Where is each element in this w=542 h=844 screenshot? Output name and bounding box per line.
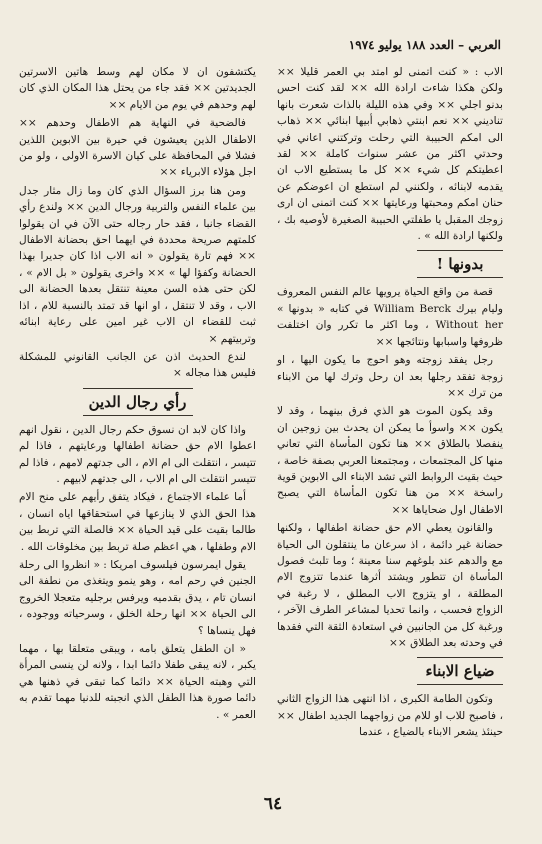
body-paragraph: رجل يفقد زوجته وهو احوج ما يكون اليها ، او زوجة تفقد رجلها بعد ان رحل وترك لها من الابناء من ترك ×× [277, 354, 503, 399]
body-paragraph: وقد يكون الموت هو الذي فرق بينهما ، وقد لا يكون ×× واسوأ ما يمكن ان يحدث بين زوجين ان ينفصلا بالطلاق ×× هنا تكون المأساة التي تعاني منها كل المجتمعات ، ومجتمعنا العربي بصفة خاصة ، حيث بقيت الروابط التي تشد الابناء الى الابوين قوية راسخة ×× من هنا تكون المأساة التي يصبح الاطفال اول ضحاياها ×× [277, 405, 503, 516]
section-heading-children-loss: ضياع الابناء [417, 657, 503, 685]
body-paragraph: يقول ايمرسون فيلسوف امريكا : « انظروا الى رحلة الجنين في رحم امه ، وهو ينمو ويتغذى من نطفة الى انسان تام ، يدق بقدميه ويرفس برجليه متعجلا الخروج الى الحياة ×× انها رحلة الخلق ، وسرحياته ووجوده ، فهل ينساها ؟ [19, 558, 256, 637]
opening-paragraph: الاب : « كنت اتمنى لو امتد بي العمر قليلا ×× ولكن هكذا شاءت ارادة الله ×× لقد كنت احس بدنو اجلي ×× وفي هذه الليلة بالذات شعرت بانها تناديني ×× نعم ابنتي ذهابي أبيها ابنائي ×× ذهاب الى امكم الحبيبة التي رحلت وتركتني اعاني في وحدتي اكثر من عشر سنوات كاملة ×× لقد اعطيتكم كل شيء ×× كل ما يستطيع الاب ان يقدمه لابنائه ، ولكنني لم استطع ان اعوضكم عن حنان امكم ومحبتها ورعايتها ×× كنت اتمنى ان ارى زوجك المقبل يا طفلتي الحبيبة الصغيرة لأوصيه بك ، ولكنها ارادة الله » . [277, 66, 503, 243]
body-paragraph: أما علماء الاجتماع ، فيكاد يتفق رأيهم على منح الام هذا الحق الذي لا ينازعها في استحقاقها اياه انسان ، طالما بقيت على قيد الحياة ×× فالصلة التي تربط بين الام وطفلها ، هي اعظم صلة تربط بين مخلوقات الله . [19, 491, 256, 553]
body-paragraph: « ان الطفل يتعلق بامه ، ويبقى متعلقا بها ، مهما يكبر ، لانه يبقى طفلا دائما ابدا ، ولانه لن ينسى المرأة التي وهبته الحياة ×× دائما كما تبقى في ذهنها هي دائما صورة هذا الطفل الذي انجبته للدنيا مهما تقدم به العمر » . [19, 643, 256, 721]
body-paragraph: قصة من واقع الحياة يرويها عالم النفس المعروف وليام بيرك William Berck في كتابه « بدونها » Without her ، وما اكثر ما تكرر وان اختلفت ظروفها واسبابها ونتائجها ×× [277, 286, 504, 348]
body-paragraph: والقانون يعطي الام حق حضانة اطفالها ، ولكنها حضانة غير دائمة ، اذ سرعان ما ينتقلون الى الحياة مع والدهم عند بلوغهم سنا معينة ؛ وما تلبث فصول المأساة ان تتطور ويشتد أثرها عندما تتزوج الام المطلقة ، او يتزوج الاب المطلق ، لا رغبة في الزواج فحسب ، وانما تحديا لمشاعر الطرف الآخر ، ورغبة كل من الجانبين في استعادة الثقة التي فقدها في وحدته بعد الطلاق ×× [277, 522, 503, 649]
section-heading-religious-view: رأي رجال الدين [83, 388, 193, 416]
left-column [19, 64, 256, 725]
body-paragraph: فالضحية في النهاية هم الاطفال وحدهم ×× الاطفال الذين يعيشون في حيرة بين الابوين اللذين فشلا في المحافظة على كيان الاسرة الاولى ، ولو من اجل هؤلاء الابرياء ×× [19, 117, 256, 179]
running-header [20, 38, 501, 58]
body-paragraph: وتكون الطامة الكبرى ، اذا انتهى هذا الزواج الثاني ، فاصبح للاب او للام من زواجهما الجديد اطفال ×× حينئذ يشعر الابناء بالضياع ، عندما [277, 693, 503, 739]
right-column [277, 64, 503, 743]
body-paragraph: لندع الحديث اذن عن الجانب القانوني للمشكلة فليس هذا مجاله × [19, 350, 256, 380]
section-heading-without-her: بدونها ! [417, 250, 503, 278]
page-number: ٦٤ [263, 794, 283, 814]
body-paragraph: يكتشفون ان لا مكان لهم وسط هاتين الاسرتين الجديدتين ×× فقد جاء من يحتل هذا المكان الذي كان لهم وحدهم في يوم من الايام ×× [19, 66, 256, 111]
body-paragraph: ومن هنا برز السؤال الذي كان وما زال مثار جدل بين علماء النفس والتربية ورجال الدين ×× ولندع رأي القضاء جانبا ، فقد حار رجاله حتى الآن في ان يقولوا كلمتهم صريحة محددة في ايهما احق بحضانة الاطفال ×× فهم تارة يقولون « انه الاب اذا كان جديرا بهذا الحضانة وكفؤا لها » ×× واخرى يقولون « بل الام » ، لكن حتى هذه السن معينة تنتقل بعدها الحضانة الى الاب ، وقد لا تنتقل ، او انها قد تمتد بالنسبة للام ، اذا ثبت للقضاء ان الاب غير امين على رعاية ابنائه وتربيتهم × [19, 184, 256, 345]
body-paragraph: واذا كان لابد ان نسوق حكم رجال الدين ، نقول انهم اعطوا الام حق حضانة اطفالها ورعايتهم ، فاذا لم تتيسر ، انتقلت الى ام الام ، الى جدتهم لامهم ، فاذا لم تتيسر انتقلت الى ام الاب ، الى جدتهم لابيهم . [19, 423, 256, 485]
running-title: العربي – العدد ١٨٨ يوليو ١٩٧٤ [348, 38, 501, 52]
